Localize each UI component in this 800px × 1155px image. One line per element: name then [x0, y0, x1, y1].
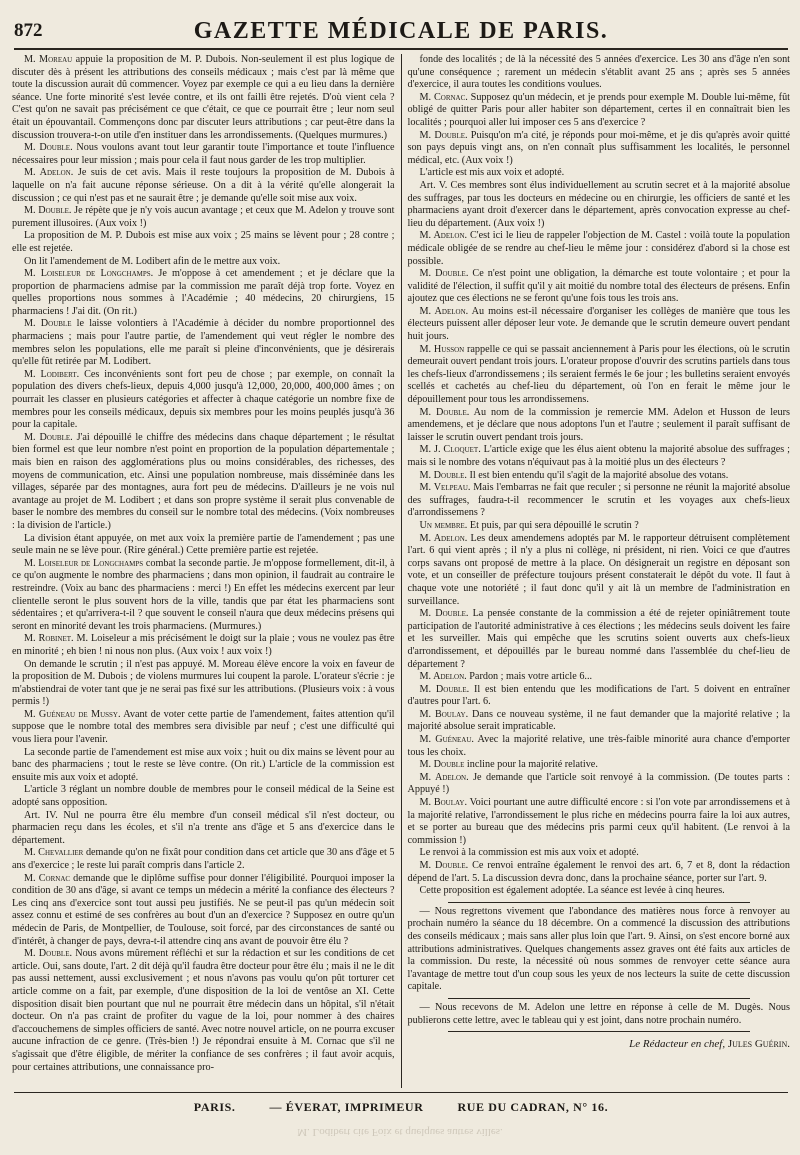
- paragraph: [408, 684, 791, 709]
- speaker-name: M. Velpeau.: [419, 482, 471, 494]
- imprint-address: RUE DU CADRAN, N° 16.: [457, 1100, 609, 1114]
- notice-paragraph: — Nous regrettons vivement que l'abondance des matières nous force à renvoyer au prochain numéro la séance du 18 décembre. On a commencé la discussion des attributions des conseils médicaux ; mais sans aller plus loin que l'art. 9. Ainsi, on s'est encore borné aux attributions administratives. Quelques changements assez graves ont été faits aux articles de la commission. Du reste, la nécessité où nous sommes de renvoyer cette séance aura l'avantage de mettre tout d'un coup sous les yeux de nos lecteurs la suite de cette discussion capitale.: [407, 905, 790, 993]
- paragraph: [408, 533, 791, 609]
- paragraph: [12, 873, 395, 949]
- paragraph: [408, 772, 791, 797]
- paragraph: [12, 54, 395, 142]
- bleed-through-text: M. Lodibert cite Foix et quelques autres villes.: [297, 1126, 503, 1138]
- header-rule: [14, 48, 788, 50]
- editor-name: Jules Guérin.: [727, 1038, 790, 1051]
- paragraph: [408, 797, 791, 847]
- speaker-name: M. Boulay.: [419, 797, 468, 809]
- speaker-name: M. Double: [24, 318, 72, 330]
- speaker-name: M. Double.: [419, 406, 470, 418]
- paragraph-text: Avec la majorité relative, une très-faible minorité aura chance d'emporter tous les choix.: [407, 734, 790, 758]
- speaker-name: M. Double.: [24, 948, 73, 960]
- paragraph-text: Ce renvoi entraîne également le renvoi des art. 6, 7 et 8, dont la rédaction dépend de l'art. 5. La discussion devra donc, dans la prochaine séance, porter sur l'art. 9.: [407, 860, 790, 884]
- speaker-name: M. Loiseleur de Longchamps: [24, 557, 144, 569]
- speaker-name: M. Double.: [419, 469, 467, 481]
- paragraph: [408, 847, 791, 860]
- article-columns: [12, 54, 790, 1088]
- paragraph: [12, 533, 395, 558]
- paragraph-text: Ce n'est point une obligation, la démarche est toute volontaire ; et pour la validité de l'élection, il suffit qu'il y ait moitié du nombre total des électeurs de présens. Enfin ajoutez que ces élections ne se feront qu'une fois tous les trois ans.: [407, 268, 790, 305]
- speaker-name: Un membre.: [419, 519, 468, 531]
- paragraph-text: L'article est mis aux voix et adopté.: [419, 167, 565, 179]
- page-number: 872: [14, 20, 43, 41]
- paragraph-text: Nous avons mûrement réfléchi et sur la rédaction et sur les conditions de cet article. Oui, sans doute, l'art. 2 dit déjà qu'il faudra être docteur pour être élu ; mais il ne le dit pas aussi nettement, aussi exclusivement ; et nous n'avons pas voulu qu'on pût torturer cet article comme on a fait, par exemple, d'une disposition de la loi de ventôse an XI. Cette disposition disait bien pourtant que nul ne pourrait être médecin dans un hôpital, s'il n'était docteur. On n'a pas craint de profiter du vague de la loi, pour nommer à des chaires d'accouchemens de simples officiers de santé. Avec notre nouvel article, on ne pourra excuser aucune infraction de ce genre. (Très-bien !) Je répondrai ensuite à M. Cornac que s'il ne s'agissait que d'être éligible, de mériter la confiance de ses confrères ; il faut avoir acquis, pour certaines attributions, une connaissance pro-: [12, 948, 395, 1073]
- paragraph: [12, 256, 395, 269]
- paragraph: [408, 344, 791, 407]
- paragraph-text: Voici pourtant une autre difficulté encore : si l'on vote par arrondissemens et à la majorité relative, l'arrondissement le plus riche en médecins pourra faire la loi aux autres, et se porter au bureau que des médecins pris parmi ceux qu'il habitent. (Le renvoi à la commission !): [407, 797, 790, 846]
- speaker-name: M. Double.: [419, 860, 469, 871]
- right-column-paragraphs: [408, 54, 791, 898]
- paragraph-text: Art. IV. Nul ne pourra être élu membre d'un conseil médical s'il n'est docteur, ou pharmacien reçu dans les écoles, et s'il n'a trente ans d'âge et 5 ans d'exercice dans le département.: [12, 809, 395, 846]
- speaker-name: M. Moreau: [24, 54, 73, 65]
- speaker-name: M. Adelon.: [419, 532, 468, 544]
- speaker-name: M. Husson: [419, 343, 465, 355]
- paragraph: [408, 130, 791, 168]
- paragraph-text: Mais l'embarras ne fait que reculer ; si personne ne réunit la majorité absolue des suffrages, faudra-t-il recommencer le scrutin et les voyages aux chefs-lieux d'arrondissemens ?: [407, 482, 790, 519]
- paragraph-text: Je répète que je n'y vois aucun avantage ; et ceux que M. Adelon y trouve sont purement illusoires. (Aux voix !): [12, 205, 395, 229]
- paragraph: [408, 608, 791, 671]
- paragraph-text: Et puis, par qui sera dépouillé le scrutin ?: [467, 519, 639, 531]
- paragraph-text: Il est bien entendu que les modifications de l'art. 5 doivent en entraîner d'autres pour l'art. 6.: [407, 683, 790, 708]
- paragraph-text: fonde des localités ; de là la nécessité des 5 années d'exercice. Les 30 ans d'âge n'en sont qu'une conséquence ; rarement un médecin s'établit avant 25 ans ; après ses 5 années d'exercice, il aura toutes les conditions voulues.: [407, 54, 790, 91]
- speaker-name: M. Adelon.: [24, 167, 74, 179]
- speaker-name: M. Adelon.: [419, 305, 469, 317]
- paragraph-text: demande que le diplôme suffise pour donner l'éligibilité. Pourquoi imposer la condition de 30 ans d'âge, si avant ce temps un médecin a mérité la confiance des électeurs ? Les cinq ans d'exercice sont tout aussi peu justifiés. Ne se peut-il pas qu'un médecin soit assez connu et estimé de ses confrères au bout d'un an d'exercice ? Supposez en outre qu'un médecin de Paris, de Montpellier, de Toulouse, soit forcé, par des circonstances de santé ou d'intérêt, à changer de pays, devra-t-il attendre cinq ans avant de pouvoir être élu ?: [12, 872, 395, 947]
- paragraph: [408, 885, 791, 898]
- paragraph-text: J'ai dépouillé le chiffre des médecins dans chaque département ; le résultat bien formel est que leur nombre n'est point en proportion de la population départementale ; mais bien en raison des agglomérations plus ou moins considérables, des richesses, des moyens de communication, etc. Ainsi une population nombreuse, mais disséminée dans les villages, séparée par des montagnes, aura fort peu de médecins. D'ailleurs je ne vois nul avantage au projet de M. Lodibert ; et dans son propre système il serait plus convenable de baser le nombre des membres du conseil sur le nombre total des médecins. (Voix nombreuses : la division de l'article.): [12, 431, 395, 531]
- paragraph: [408, 306, 791, 344]
- footer-rule: [14, 1092, 788, 1093]
- speaker-name: M. Adelon.: [419, 771, 469, 783]
- paragraph: [12, 369, 395, 432]
- paragraph-text: Art. V. Ces membres sont élus individuellement au scrutin secret et à la majorité absolue des suffrages, par tous les docteurs en médecine ou en chirurgie, les officiers de santé et les pharmaciens ayant droit d'exercer dans le département, après convocation expresse au chef-lieu du département. (Aux voix !): [407, 179, 790, 229]
- paragraph-text: Je demande que l'article soit renvoyé à la commission. (De toutes parts : Appuyé !): [407, 771, 790, 796]
- paragraph-text: Je m'oppose à cet amendement ; et je déclare que la proportion de pharmaciens admise par la commission me paraît déjà trop forte. Voyez en quelles proportions nous sommes à l'Académie ; 40 médecins, 20 chirurgiens, 15 pharmaciens ! J'ai dit. (On rit.): [12, 268, 395, 317]
- speaker-name: M. Chevallier: [24, 847, 84, 859]
- paragraph-text: Ces inconvénients sont fort peu de chose ; par exemple, on connaît la population des divers chefs-lieux, depuis 4,000 jusqu'à 12,000, 20,000, 400,000 âmes ; on pourrait les classer en plusieurs catégories et affecter à chaque catégorie un nombre fixe de membres pour les conseils médicaux, depuis six membres pour les moins peuplés jusqu'à 36 pour la capitale.: [12, 368, 395, 431]
- paragraph-text: Au moins est-il nécessaire d'organiser les collèges de manière que tous les électeurs puissent aller déposer leur vote. Je demande que le scrutin demeure ouvert pendant huit jours.: [407, 305, 790, 343]
- paragraph-text: Pardon ; mais votre article 6...: [466, 671, 593, 683]
- paragraph: [408, 709, 791, 734]
- paragraph-text: L'article exige que les élus aient obtenu la majorité absolue des suffrages ; mais si le nombre des votans n'équivaut pas à la moitié plus un des électeurs ?: [407, 444, 790, 468]
- paragraph: [12, 948, 395, 1074]
- left-column: [12, 54, 401, 1088]
- page-footer: [14, 1092, 788, 1122]
- paragraph: [12, 810, 395, 848]
- speaker-name: M. Guéneau.: [419, 734, 474, 746]
- paragraph-text: L'article 3 réglant un nombre double de membres pour le conseil médical de la Seine est adopté sans opposition.: [12, 784, 395, 809]
- paragraph: [12, 847, 395, 872]
- section-separator: [448, 902, 751, 903]
- imprint-printer: — ÉVERAT, IMPRIMEUR: [269, 1100, 424, 1114]
- paragraph: [12, 268, 395, 318]
- paragraph-text: Le renvoi à la commission est mis aux voix et adopté.: [419, 847, 639, 859]
- paragraph: [12, 709, 395, 747]
- paragraph: [12, 747, 395, 785]
- imprint-city: PARIS.: [193, 1100, 236, 1114]
- paragraph-text: rappelle ce qui se passait anciennement à Paris pour les élections, où le scrutin demeurait ouvert pendant trois jours. L'orateur propose d'ouvrir des scrutins partiels dans tous les chefs-lieux d'arrondissemens ; ils seraient fermés le 6e jour ; les bulletins seraient envoyés scellés et cachetés au chef-lieu du département, où l'on en ferait le même jour le dépouillement pour tous les arrondissemens.: [407, 343, 790, 406]
- paragraph: [12, 558, 395, 634]
- paragraph: [408, 482, 791, 520]
- speaker-name: M. Double.: [24, 205, 72, 217]
- speaker-name: M. Double.: [24, 142, 73, 154]
- paragraph-text: Les deux amendemens adoptés par M. le rapporteur détruisent complètement l'art. 6 qui vient après ; il n'y a plus ni collège, ni président, ni rien. Voici ce que d'autres corps savans ont proposé de mettre à la place. On désignerait un registre en déposant son vote, et un conseiller de préfecture toujours présent constaterait le dépôt du vote. Il faut à chaque vote une notoriété ; il faut donc qu'il y ait là un membre de l'administration en surveillance.: [407, 532, 790, 607]
- paragraph: [408, 92, 791, 130]
- paragraph-text: Supposez qu'un médecin, et je prends pour exemple M. Double lui-même, fût obligé de quitter Paris pour aller habiter son département, certes il en connaîtrait bien les localités ; pourquoi aller lui imposer ces 5 ans d'exercice ?: [407, 91, 790, 128]
- paragraph: [408, 54, 791, 92]
- paragraph: [12, 784, 395, 809]
- paragraph: [12, 318, 395, 368]
- paragraph-text: La pensée constante de la commission a été de rejeter opiniâtrement toute participation de l'autorité administrative à ces élections ; les médecins seuls doivent les faire et les surveiller. Mais qui empêche que les scrutins soient ouverts aux chefs-lieux d'arrondissement, et dépouillés par le bureau nommé dans l'assemblée du chef-lieu de département ?: [407, 608, 790, 670]
- paragraph-text: Je suis de cet avis. Mais il reste toujours la proposition de M. Dubois à laquelle on n'a fait aucune réponse sérieuse. On a dit à la vérité qu'elle alongerait la discussion ; ce qui n'est pas et ne saurait être ; je demande qu'elle soit mise aux voix.: [12, 167, 395, 204]
- notice-paragraph: — Nous recevons de M. Adelon une lettre en réponse à celle de M. Dugès. Nous publierons cette lettre, avec le tableau qui y est joint, dans notre prochain numéro.: [407, 1001, 790, 1026]
- paragraph-text: Il est bien entendu qu'il s'agit de la majorité absolue des votans.: [466, 469, 729, 481]
- paragraph: [408, 759, 791, 772]
- speaker-name: M. Boulay.: [419, 708, 469, 720]
- paragraph-text: La proposition de M. P. Dubois est mise aux voix ; 25 mains se lèvent pour ; 28 contre ; elle est rejetée.: [12, 230, 395, 254]
- paragraph-text: La seconde partie de l'amendement est mise aux voix ; huit ou dix mains se lèvent pour au banc des pharmaciens ; tout le reste se lève contre. (On rit.) L'article de la commission est ensuite mis aux voix et adopté.: [12, 746, 395, 783]
- paragraph: [408, 444, 791, 469]
- paragraph-text: le laisse volontiers à l'Académie à décider du nombre proportionnel des pharmaciens ; mais pour l'autre partie, de l'amendement qui veut régler le nombre des membres selon les populations, elle me paraît si pleine d'inconvénients, que je désirerais qu'elle fût retirée par M. Lodibert.: [12, 318, 395, 368]
- paragraph: [408, 470, 791, 483]
- editor-signature: [408, 1038, 791, 1051]
- paragraph-text: La division étant appuyée, on met aux voix la première partie de l'amendement ; pas une seule main ne se lève pour. (Rire général.) Cette première partie est rejetée.: [12, 532, 395, 557]
- paragraph: [12, 432, 395, 533]
- speaker-name: M. Guéneau de Mussy.: [24, 708, 121, 720]
- paragraph: [408, 860, 791, 885]
- paragraph-text: C'est ici le lieu de rappeler l'objection de M. Castel : voilà toute la population médicale obligée de se rendre au chef-lieu le même jour : considérez d'abord si la chose est possible.: [407, 230, 790, 267]
- editor-role: Le Rédacteur en chef,: [629, 1038, 726, 1051]
- speaker-name: M. Double.: [419, 129, 468, 141]
- speaker-name: M. Double.: [419, 608, 469, 620]
- speaker-name: M. Loiseleur de Longchamps.: [24, 268, 154, 280]
- paragraph: [12, 633, 395, 658]
- speaker-name: M. Lodibert.: [24, 368, 80, 380]
- speaker-name: M. Robinet.: [24, 633, 74, 645]
- speaker-name: M. J. Cloquet.: [419, 444, 481, 456]
- paragraph-text: M. Loiseleur a mis précisément le doigt sur la plaie ; vous ne voulez pas être en minorité ; eh bien ! ni nous non plus. (Aux voix ! aux voix !): [12, 633, 395, 657]
- speaker-name: M. Cornac.: [419, 91, 468, 103]
- paragraph: [12, 659, 395, 709]
- paragraph: [408, 671, 791, 684]
- paragraph-text: Au nom de la commission je remercie MM. Adelon et Husson de leurs amendemens, et je déclare que nous adoptons l'un et l'autre ; seulement il paraît suffisant de laisser le scrutin ouvert pendant trois jours.: [407, 406, 790, 443]
- imprint-line: [14, 1100, 788, 1115]
- paragraph: [408, 230, 791, 268]
- paragraph: [408, 520, 791, 533]
- paragraph-text: appuie la proposition de M. P. Dubois. Non-seulement il est plus logique de discuter dès à présent les attributions des conseils médicaux ; mais c'est par là même que toute la discussion aurait dû commencer. Voyez par exemple ce qui a eu lieu dans la dernière séance. Une forte minorité s'est levée contre, et ils ont failli être rejetés. D'où vient cela ? C'est qu'on ne savait pas précisément ce que c'était, ce que ce pourrait être ; leur nom seul était un épouvantail. Commençons donc par discuter leurs attributions ; car peut-être dans la discussion trouvera-t-on utile d'en instituer dans les arrondissements. (Quelques murmures.): [12, 54, 395, 141]
- paragraph: [408, 734, 791, 759]
- paragraph-text: Dans ce nouveau système, il ne faut demander que la majorité relative ; la majorité absolue serait impraticable.: [407, 708, 790, 733]
- paragraph-text: demande qu'on ne fixât pour condition dans cet article que 30 ans d'âge et 5 ans d'exercice ; le reste lui paraît compris dans l'article 2.: [12, 847, 395, 871]
- paragraph: [12, 205, 395, 230]
- right-column: [402, 54, 791, 1088]
- paragraph-text: On demande le scrutin ; il n'est pas appuyé. M. Moreau élève encore la voix en faveur de la proposition de M. Dubois ; de violens murmures lui coupent la parole. L'orateur s'écrie : je m'abstiendrai de voter tant que je ne serai pas fixé sur les attributions. (Plusieurs voix : à vous permis !): [12, 658, 395, 708]
- speaker-name: M. Cornac: [24, 872, 71, 884]
- paragraph: [12, 142, 395, 167]
- section-separator: [448, 998, 751, 999]
- speaker-name: M. Double: [419, 759, 465, 771]
- page-header: [14, 14, 788, 48]
- paragraph: [12, 230, 395, 255]
- paragraph-text: Puisqu'on m'a cité, je réponds pour moi-même, et je dis qu'après avoir quitté son pays depuis vingt ans, on n'en connaît plus suffisamment les localités, le personnel médical, etc. (Aux voix !): [407, 129, 790, 166]
- paragraph-text: Nous voulons avant tout leur garantir toute l'importance et toute l'influence nécessaires pour leur mission ; mais pour cela il faut nous garder de les trop multiplier.: [12, 142, 395, 166]
- speaker-name: M. Adelon.: [419, 671, 467, 683]
- speaker-name: M. Double.: [419, 268, 469, 280]
- speaker-name: M. Adelon.: [419, 230, 468, 242]
- speaker-name: M. Double.: [419, 683, 470, 695]
- paragraph: [408, 407, 791, 445]
- section-separator: [448, 1031, 751, 1032]
- paragraph-text: Cette proposition est également adoptée. La séance est levée à cinq heures.: [419, 885, 725, 897]
- speaker-name: M. Double.: [24, 431, 73, 443]
- paragraph: [408, 268, 791, 306]
- paragraph: [408, 180, 791, 230]
- paragraph: [12, 167, 395, 205]
- paragraph-text: Avant de voter cette partie de l'amendement, faites attention qu'il suppose que le nombre total des membres sera divisible par neuf ; c'est une difficulté qui vous liera pour l'avenir.: [12, 708, 395, 746]
- paragraph-text: combat la seconde partie. Je m'oppose formellement, dit-il, à ce qu'on augmente le nombre des pharmaciens ; dans mon opinion, il faudrait au contraire le restreindre. (Voix au banc des pharmaciens : merci !) En effet les médecins exercent par leur clientelle seront le plus souvent hors de la ville, tandis que par état les pharmaciens sont sédentaires ; et qu'arrivera-t-il ? que souvent le conseil n'aura que deux médecins présens qui seront en minorité devant les trois pharmaciens. (Murmures.): [12, 557, 395, 632]
- paragraph-text: incline pour la majorité relative.: [464, 759, 598, 771]
- paragraph-text: On lit l'amendement de M. Lodibert afin de le mettre aux voix.: [24, 255, 281, 267]
- page-title: GAZETTE MÉDICALE DE PARIS.: [193, 18, 609, 44]
- paragraph: [408, 167, 791, 180]
